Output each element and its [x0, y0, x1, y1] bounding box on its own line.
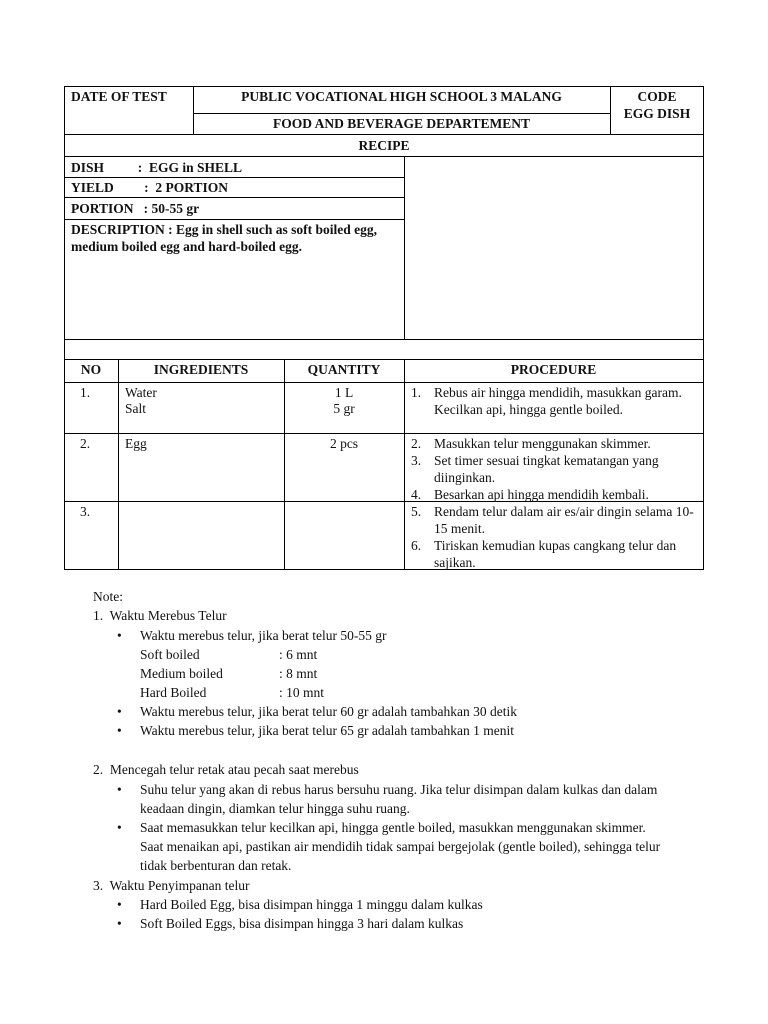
recipe-title: RECIPE: [358, 138, 410, 153]
time-medium-label: Medium boiled: [140, 666, 223, 681]
dish-field: DISH : EGG in SHELL: [71, 160, 243, 175]
procedure-step-3: [407, 452, 697, 486]
step-number: 2.: [411, 436, 422, 451]
department-name: FOOD AND BEVERAGE DEPARTEMENT: [273, 116, 530, 131]
note-s3-bullet-1: • Hard Boiled Egg, bisa disimpan hingga 1 minggu dalam kulkas: [140, 895, 483, 914]
step-text: Tiriskan kemudian kupas cangkang telur dan sajikan.: [434, 538, 677, 570]
step-text: Besarkan api hingga mendidih kembali.: [434, 487, 649, 502]
col-header-ingredients: INGREDIENTS: [153, 362, 249, 377]
time-hard-value: : 10 mnt: [279, 685, 325, 700]
col-header-no: NO: [80, 362, 102, 377]
step-text: Rendam telur dalam air es/air dingin selama 10-15 menit.: [434, 504, 694, 536]
dish-image-area: [405, 157, 703, 339]
code-label: CODE: [637, 89, 677, 104]
procedure-step-1: [407, 384, 697, 418]
portion-field: PORTION : 50-55 gr: [71, 201, 200, 216]
time-soft-value: : 6 mnt: [279, 647, 318, 662]
quantity-egg: 2 pcs: [329, 436, 359, 451]
note-title: Note:: [93, 589, 123, 604]
note-s3-bullet-2: • Soft Boiled Eggs, bisa disimpan hingga 3 hari dalam kulkas: [140, 914, 463, 933]
step-text: Rebus air hingga mendidih, masukkan garam. Kecilkan api, hingga gentle boiled.: [434, 385, 682, 417]
time-medium-value: : 8 mnt: [279, 666, 318, 681]
description-field: DESCRIPTION : Egg in shell such as soft boiled egg, medium boiled egg and hard-boiled egg.: [71, 222, 378, 254]
ingredient-egg: Egg: [125, 436, 147, 451]
procedure-step-2: [407, 435, 697, 452]
step-number: 1.: [411, 385, 422, 400]
ingredient-salt: Salt: [125, 401, 147, 416]
school-name: PUBLIC VOCATIONAL HIGH SCHOOL 3 MALANG: [241, 89, 562, 104]
ingredient-water: Water: [125, 385, 157, 400]
date-of-test-label: DATE OF TEST: [71, 89, 167, 104]
step-text: Masukkan telur menggunakan skimmer.: [434, 436, 651, 451]
note-s2-bullet-1: • Suhu telur yang akan di rebus harus bersuhu ruang. Jika telur disimpan dalam kulkas dan dalam keadaan dingin, diamkan telur hingga suhu ruang.: [140, 780, 680, 818]
step-number: 3.: [411, 453, 422, 468]
note-s1-bullet-3: • Waktu merebus telur, jika berat telur 65 gr adalah tambahkan 1 menit: [140, 721, 514, 740]
time-soft-label: Soft boiled: [140, 647, 200, 662]
step-text: Set timer sesuai tingkat kematangan yang diinginkan.: [434, 453, 659, 485]
step-number: 5.: [411, 504, 422, 519]
note-s1-bullet-1: • Waktu merebus telur, jika berat telur 50-55 gr: [140, 626, 387, 645]
row-2-no: 2.: [80, 436, 91, 451]
procedure-step-4: [407, 486, 697, 503]
note-section-1-title: 1. Waktu Merebus Telur: [93, 608, 227, 623]
col-header-quantity: QUANTITY: [307, 362, 381, 377]
step-number: 6.: [411, 538, 422, 553]
col-header-procedure: PROCEDURE: [510, 362, 597, 377]
procedure-step-6: [407, 537, 697, 571]
code-value: EGG DISH: [623, 106, 691, 121]
row-3-no: 3.: [80, 504, 91, 519]
row-1-no: 1.: [80, 385, 91, 400]
yield-field: YIELD : 2 PORTION: [71, 180, 229, 195]
quantity-salt: 5 gr: [333, 401, 355, 416]
note-s1-bullet-2: • Waktu merebus telur, jika berat telur 60 gr adalah tambahkan 30 detik: [140, 702, 517, 721]
quantity-water: 1 L: [334, 385, 354, 400]
procedure-step-5: [407, 503, 697, 537]
step-number: 4.: [411, 487, 422, 502]
note-section-2-title: 2. Mencegah telur retak atau pecah saat merebus: [93, 762, 359, 777]
note-s2-bullet-2: • Saat memasukkan telur kecilkan api, hingga gentle boiled, masukkan menggunakan skimmer. Saat menaikan api, pastikan air mendidih tidak sampai bergejolak (gentle boiled), sehingga telur tidak berbenturan dan retak.: [140, 818, 670, 875]
time-hard-label: Hard Boiled: [140, 685, 207, 700]
note-section-3-title: 3. Waktu Penyimpanan telur: [93, 878, 250, 893]
